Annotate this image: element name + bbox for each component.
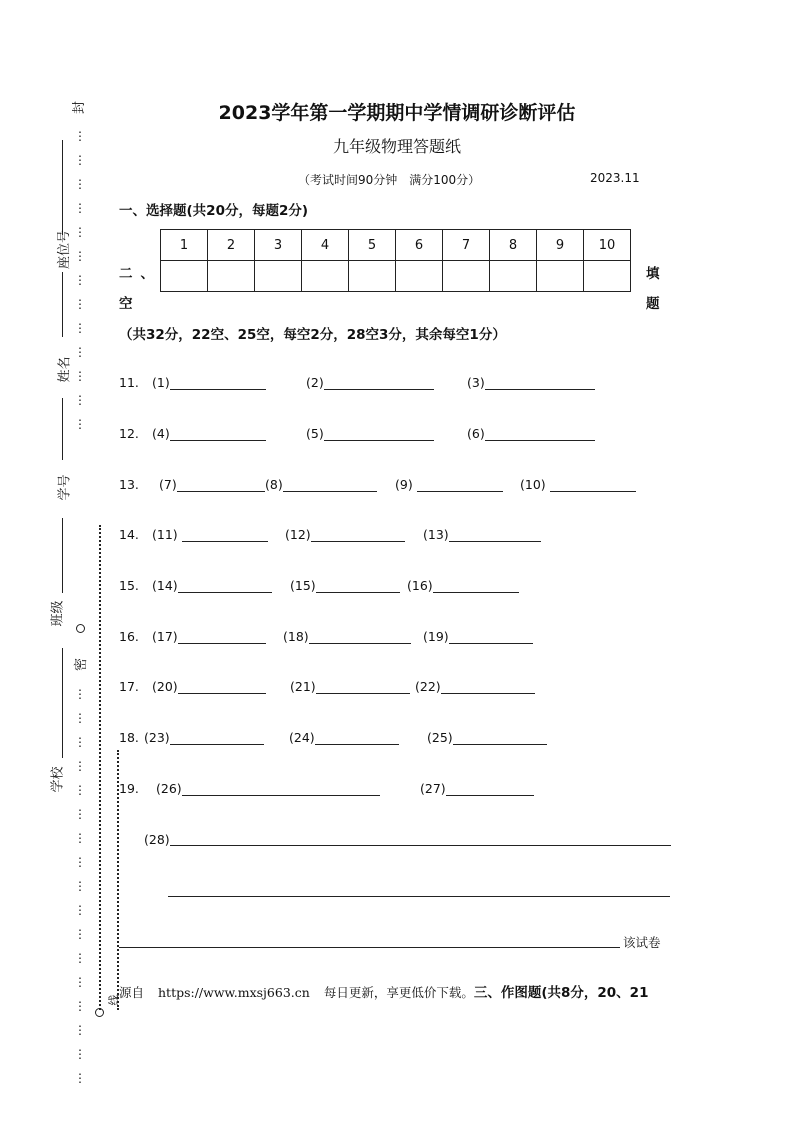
footer-prefix: 源自	[119, 985, 145, 1000]
choice-answer-cell[interactable]	[537, 261, 584, 292]
line-char: 线	[107, 994, 121, 1006]
answer-blank[interactable]	[449, 631, 533, 644]
blank-label: (7)	[159, 477, 177, 492]
answer-blank[interactable]	[324, 428, 434, 441]
blank-label: (28)	[144, 832, 170, 847]
blank-label: (10)	[520, 477, 546, 492]
secret-char: 密	[74, 657, 90, 672]
answer-blank[interactable]	[453, 732, 547, 745]
end-text: 该试卷	[623, 935, 661, 950]
margin-circle-1	[76, 624, 85, 633]
answer-blank[interactable]	[315, 732, 399, 745]
choice-answer-cell[interactable]	[584, 261, 631, 292]
answer-blank[interactable]	[283, 479, 377, 492]
answer-blank[interactable]	[446, 783, 534, 796]
dotted-cut-line-outer	[99, 525, 101, 1010]
blank-label: (13)	[423, 527, 449, 542]
choice-number: 7	[443, 230, 490, 261]
answer-blank[interactable]	[311, 529, 405, 542]
blank-label: (23)	[144, 730, 170, 745]
section2-heading-left-top: 二、	[119, 266, 162, 282]
choice-number: 3	[255, 230, 302, 261]
answer-blank[interactable]	[485, 377, 595, 390]
answer-line-28-2[interactable]	[168, 896, 670, 897]
blank-label: (16)	[407, 578, 433, 593]
blank-label: (22)	[415, 679, 441, 694]
margin-ellipsis-column: ⋮ ⋮ ⋮ ⋮ ⋮ ⋮ ⋮ ⋮ ⋮ ⋮ ⋮ ⋮ ⋮	[74, 129, 86, 431]
answer-blank[interactable]	[417, 479, 503, 492]
answer-line-28-1[interactable]	[170, 845, 671, 846]
choice-answer-cell[interactable]	[208, 261, 255, 292]
answer-blank[interactable]	[178, 681, 266, 694]
choice-number: 1	[161, 230, 208, 261]
name-line	[62, 272, 63, 337]
choice-number: 5	[349, 230, 396, 261]
choice-number: 9	[537, 230, 584, 261]
answer-blank[interactable]	[485, 428, 595, 441]
blank-label: (11)	[152, 527, 178, 542]
answer-blank[interactable]	[177, 479, 265, 492]
section2-heading-left-bottom: 空	[119, 296, 133, 312]
section2-heading-right-bottom: 题	[646, 296, 660, 312]
answer-blank[interactable]	[170, 428, 266, 441]
blank-label: (20)	[152, 679, 178, 694]
choice-answer-cell[interactable]	[443, 261, 490, 292]
choice-number: 8	[490, 230, 537, 261]
question-number: 16.	[119, 629, 139, 644]
choice-answer-cell[interactable]	[349, 261, 396, 292]
section1-heading: 一、选择题(共20分，每题2分)	[119, 203, 309, 219]
blank-label: (27)	[420, 781, 446, 796]
class-line	[62, 518, 63, 593]
blank-label: (26)	[156, 781, 182, 796]
question-number: 14.	[119, 527, 139, 542]
answer-blank[interactable]	[324, 377, 434, 390]
blank-label: (5)	[306, 426, 324, 441]
answer-blank[interactable]	[441, 681, 535, 694]
blank-label: (19)	[423, 629, 449, 644]
choice-number: 4	[302, 230, 349, 261]
footer-line	[119, 981, 648, 1001]
answer-blank[interactable]	[178, 631, 266, 644]
answer-blank[interactable]	[316, 580, 400, 593]
answer-blank[interactable]	[182, 529, 268, 542]
choice-answer-cell[interactable]	[396, 261, 443, 292]
answer-blank[interactable]	[178, 580, 272, 593]
choice-answer-cell[interactable]	[161, 261, 208, 292]
blank-label: (2)	[306, 375, 324, 390]
answer-blank[interactable]	[182, 783, 380, 796]
blank-label: (4)	[152, 426, 170, 441]
page-title: 2023学年第一学期期中学情调研诊断评估	[218, 102, 576, 124]
blank-label: (6)	[467, 426, 485, 441]
question-number: 15.	[119, 578, 139, 593]
answer-blank[interactable]	[170, 732, 264, 745]
name-label: 姓名	[57, 356, 73, 383]
school-line	[62, 648, 63, 758]
question-number: 13.	[119, 477, 139, 492]
choice-answer-cell[interactable]	[255, 261, 302, 292]
blank-label: (1)	[152, 375, 170, 390]
choice-number: 6	[396, 230, 443, 261]
footer-url[interactable]: https://www.mxsj663.cn	[158, 985, 310, 1000]
question-number: 17.	[119, 679, 139, 694]
exam-info: （考试时间90分钟 满分100分）	[298, 173, 481, 187]
answer-line-28-3[interactable]	[119, 947, 620, 948]
margin-seal-char: 封	[72, 100, 88, 115]
blank-label: (8)	[265, 477, 283, 492]
question-28	[144, 832, 170, 847]
choice-answer-cell[interactable]	[302, 261, 349, 292]
margin-circle-2	[95, 1008, 104, 1017]
answer-blank[interactable]	[309, 631, 411, 644]
blank-label: (3)	[467, 375, 485, 390]
blank-label: (18)	[283, 629, 309, 644]
class-label: 班级	[50, 600, 66, 627]
choice-number: 10	[584, 230, 631, 261]
answer-blank[interactable]	[433, 580, 519, 593]
blank-label: (25)	[427, 730, 453, 745]
section3-heading: 三、作图题(共8分，20、21	[473, 985, 649, 1001]
blank-label: (14)	[152, 578, 178, 593]
choice-number: 2	[208, 230, 255, 261]
answer-blank[interactable]	[449, 529, 541, 542]
question-number: 12.	[119, 426, 139, 441]
blank-label: (9)	[395, 477, 413, 492]
answer-blank[interactable]	[316, 681, 410, 694]
blank-label: (12)	[285, 527, 311, 542]
exam-date: 2023.11	[590, 171, 640, 185]
blank-label: (24)	[289, 730, 315, 745]
answer-blank[interactable]	[550, 479, 636, 492]
question-number: 19.	[119, 781, 139, 796]
blank-label: (17)	[152, 629, 178, 644]
section2-note: （共32分，22空、25空，每空2分，28空3分，其余每空1分）	[119, 327, 506, 343]
page-subtitle: 九年级物理答题纸	[332, 137, 461, 156]
question-number: 11.	[119, 375, 139, 390]
seat-label: 座位号	[57, 229, 73, 270]
answer-blank[interactable]	[170, 377, 266, 390]
section2-heading-right-top: 填	[646, 266, 660, 282]
footer-text: 每日更新，享更低价下载。	[323, 985, 474, 1000]
school-label: 学校	[50, 766, 66, 793]
margin-ellipsis-lower: ⋮ ⋮ ⋮ ⋮ ⋮ ⋮ ⋮ ⋮ ⋮ ⋮ ⋮ ⋮ ⋮ ⋮ ⋮ ⋮ ⋮	[74, 687, 86, 1085]
choice-answer-table	[160, 229, 631, 292]
blank-label: (21)	[290, 679, 316, 694]
choice-answer-cell[interactable]	[490, 261, 537, 292]
id-line	[62, 398, 63, 460]
question-number: 18.	[119, 730, 139, 745]
blank-label: (15)	[290, 578, 316, 593]
student-id-label: 学号	[57, 474, 73, 501]
